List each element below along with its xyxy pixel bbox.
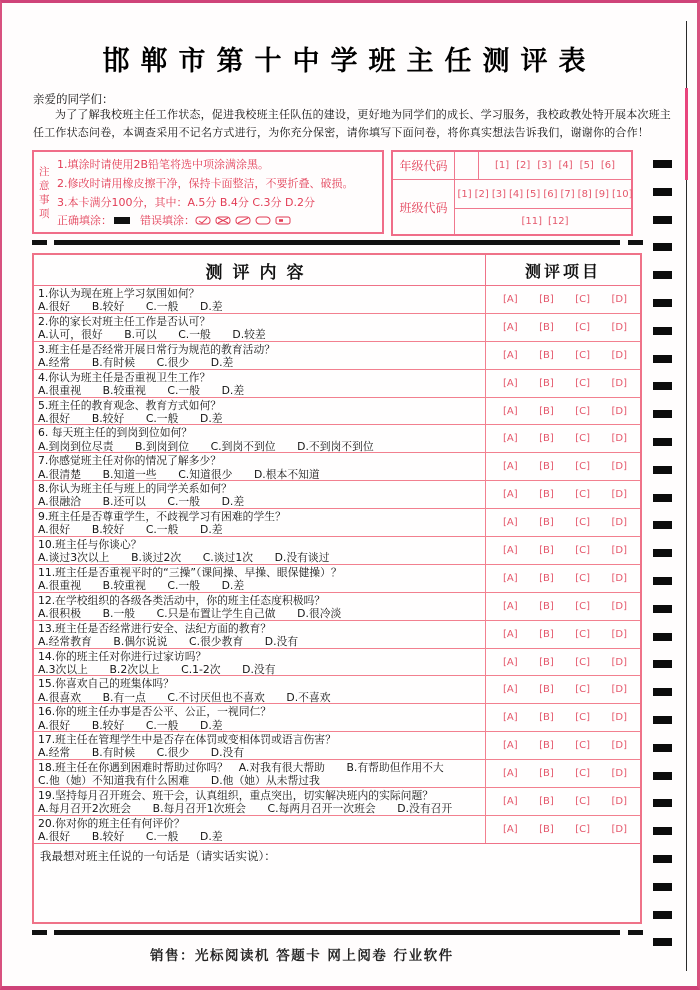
answer-bubble-D[interactable]: [D]	[611, 823, 627, 835]
question-18-line1: 18.班主任在你遇到困难时帮助过你吗？ A.对我有很大帮助 B.有帮助但作用不大	[38, 761, 444, 775]
answer-bubbles-12	[486, 593, 640, 620]
answer-bubbles-17	[486, 732, 640, 759]
comment-box[interactable]	[34, 844, 640, 922]
answer-bubble-A[interactable]: [A]	[503, 405, 518, 417]
answer-bubble-D[interactable]: [D]	[611, 768, 627, 780]
question-19-line2: A.每月召开2次班会 B.每月召开1次班会 C.每两月召开一次班会 D.没有召开	[38, 802, 453, 815]
question-4-line2: A.很重视 B.较重视 C.一般 D.差	[38, 383, 245, 397]
answer-bubbles-4	[486, 370, 640, 397]
question-rows	[34, 286, 640, 844]
question-6-line2: A.到岗到位尽责 B.到岗到位 C.到岗不到位 D.不到岗不到位	[38, 439, 374, 453]
question-16-line2: A.很好 B.较好 C.一般 D.差	[38, 718, 223, 732]
question-row-11	[34, 565, 640, 593]
notice-line-3: 3.本卡满分100分，其中：A.5分 B.4分 C.3分 D.2分	[57, 196, 315, 209]
answer-bubble-A[interactable]: [A]	[503, 349, 518, 361]
timing-mark	[653, 577, 672, 585]
class-bubble-6[interactable]: [6]	[543, 188, 558, 200]
answer-bubble-B[interactable]: [B]	[539, 684, 554, 696]
answer-bubble-C[interactable]: [C]	[575, 823, 591, 835]
question-8-line2: A.很融洽 B.还可以 C.一般 D.差	[38, 495, 245, 509]
question-7-line2: A.很清楚 B.知道一些 C.知道很少 D.根本不知道	[38, 467, 320, 481]
answer-bubble-D[interactable]: [D]	[611, 600, 627, 612]
answer-bubble-C[interactable]: [C]	[575, 684, 591, 696]
answer-bubble-A[interactable]: [A]	[503, 544, 518, 556]
question-13-line2: A.经常教育 B.偶尔说说 C.很少教育 D.没有	[38, 634, 299, 648]
answer-bubble-D[interactable]: [D]	[611, 572, 627, 584]
class-bubble-8[interactable]: [8]	[577, 188, 592, 200]
answer-bubble-A[interactable]: [A]	[503, 321, 518, 333]
answer-bubbles-9	[486, 509, 640, 536]
answer-bubble-B[interactable]: [B]	[539, 489, 554, 501]
answer-bubble-A[interactable]: [A]	[503, 712, 518, 724]
question-2-line2: A.认可，很好 B.可以 C.一般 D.较差	[38, 328, 266, 341]
answer-bubble-C[interactable]: [C]	[575, 740, 591, 752]
greeting-line: 亲爱的同学们：	[33, 92, 114, 106]
wrong-mark-slash-icon	[235, 216, 251, 225]
question-row-18	[34, 760, 640, 788]
answer-bubble-D[interactable]: [D]	[611, 349, 627, 361]
answer-bubble-B[interactable]: [B]	[539, 768, 554, 780]
answer-bubble-B[interactable]: [B]	[539, 349, 554, 361]
answer-bubble-C[interactable]: [C]	[575, 321, 591, 333]
question-15-line2: A.很喜欢 B.有一点 C.不讨厌但也不喜欢 D.不喜欢	[38, 690, 331, 704]
answer-bubbles-20	[486, 816, 640, 843]
answer-bubbles-8	[486, 481, 640, 508]
answer-bubble-C[interactable]: [C]	[575, 405, 591, 417]
question-14-line1: 14.你的班主任对你进行过家访吗？	[38, 649, 207, 663]
answer-bubbles-13	[486, 621, 640, 648]
question-row-3	[34, 342, 640, 370]
question-text-20	[34, 816, 486, 843]
answer-bubble-C[interactable]: [C]	[575, 544, 591, 556]
question-row-17	[34, 732, 640, 760]
question-row-7	[34, 453, 640, 481]
class-bubble-9[interactable]: [9]	[594, 188, 610, 200]
answer-bubbles-7	[486, 453, 640, 480]
timing-mark	[653, 744, 672, 752]
timing-mark	[653, 216, 672, 224]
timing-mark	[653, 660, 672, 668]
timing-mark	[653, 410, 672, 418]
timing-mark	[653, 799, 672, 807]
correct-fill-mark-icon	[114, 217, 130, 224]
answer-bubble-D[interactable]: [D]	[611, 712, 627, 724]
question-16-line1: 16.你的班主任办事是否公平、公正，一视同仁？	[38, 705, 272, 719]
question-row-5	[34, 398, 640, 426]
answer-bubble-A[interactable]: [A]	[503, 600, 518, 612]
answer-bubble-A[interactable]: [A]	[503, 433, 518, 445]
answer-bubble-D[interactable]: [D]	[611, 684, 627, 696]
wrong-mark-oval-icon	[255, 216, 271, 225]
answer-bubble-D[interactable]: [D]	[611, 544, 627, 556]
class-bubble-7[interactable]: [7]	[560, 188, 575, 200]
timing-mark	[653, 521, 672, 529]
timing-mark	[653, 605, 672, 613]
wrong-mark-cross-icon	[215, 216, 231, 225]
answer-bubble-A[interactable]: [A]	[503, 461, 518, 473]
question-row-16	[34, 704, 640, 732]
answer-bubble-C[interactable]: [C]	[575, 349, 591, 361]
answer-bubble-B[interactable]: [B]	[539, 433, 554, 445]
answer-bubble-A[interactable]: [A]	[503, 684, 518, 696]
answer-bubbles-5	[486, 398, 640, 425]
answer-bubble-C[interactable]: [C]	[575, 768, 591, 780]
question-11-line2: A.很重视 B.较重视 C.一般 D.差	[38, 579, 245, 592]
answer-bubbles-11	[486, 565, 640, 592]
question-1-line1: 1.你认为现在班上学习氛围如何？	[38, 287, 200, 300]
timing-mark	[653, 327, 672, 335]
footer-sales-text: 销售：光标阅读机 答题卡 网上阅卷 行业软件	[150, 948, 454, 964]
answer-bubbles-1	[486, 286, 640, 313]
question-text-4	[34, 370, 486, 397]
header-eval-items: 测评项目	[524, 261, 601, 281]
class-bubble-4[interactable]: [4]	[508, 188, 524, 200]
answer-bubble-D[interactable]: [D]	[611, 461, 627, 473]
answer-bubble-B[interactable]: [B]	[539, 656, 554, 668]
notice-side-label: 注意事项	[39, 166, 50, 220]
answer-bubble-D[interactable]: [D]	[611, 517, 627, 529]
question-row-4	[34, 370, 640, 398]
card-edge-line-pink-segment	[685, 88, 688, 180]
answer-bubble-A[interactable]: [A]	[503, 768, 518, 780]
answer-bubbles-2	[486, 314, 640, 341]
top-divider-line	[32, 240, 643, 245]
answer-bubble-D[interactable]: [D]	[611, 377, 627, 389]
question-2-line1: 2.你的家长对班主任工作是否认可？	[38, 314, 211, 328]
question-row-8	[34, 481, 640, 509]
timing-mark	[653, 466, 672, 474]
question-text-15	[34, 676, 486, 703]
question-20-line2: A.很好 B.较好 C.一般 D.差	[38, 830, 223, 843]
question-1-line2: A.很好 B.较好 C.一般 D.差	[38, 300, 223, 313]
timing-mark	[653, 438, 672, 446]
question-13-line1: 13.班主任是否经常进行安全、法纪方面的教育？	[38, 621, 272, 635]
timing-mark	[653, 549, 672, 557]
timing-mark	[653, 355, 672, 363]
timing-mark	[653, 688, 672, 696]
bottom-divider-line	[32, 930, 643, 935]
question-text-3	[34, 342, 486, 369]
fill-example-row	[57, 212, 295, 228]
question-row-2	[34, 314, 640, 342]
notice-box	[32, 150, 384, 234]
question-text-5	[34, 398, 486, 425]
codes-table	[391, 150, 633, 236]
question-8-line1: 8.你认为班主任与班上的同学关系如何？	[38, 482, 232, 496]
answer-bubble-D[interactable]: [D]	[611, 795, 627, 807]
answer-bubble-B[interactable]: [B]	[539, 321, 554, 333]
question-9-line2: A.很好 B.较好 C.一般 D.差	[38, 523, 223, 537]
timing-mark	[653, 494, 672, 502]
wrong-mark-dot-icon	[275, 216, 291, 225]
answer-bubble-A[interactable]: [A]	[503, 740, 518, 752]
answer-bubble-D[interactable]: [D]	[611, 628, 627, 640]
timing-mark	[653, 855, 672, 863]
question-text-19	[34, 788, 486, 815]
answer-bubble-C[interactable]: [C]	[575, 628, 591, 640]
answer-bubble-D[interactable]: [D]	[611, 489, 627, 501]
answer-bubble-C[interactable]: [C]	[575, 600, 591, 612]
answer-bubble-B[interactable]: [B]	[539, 293, 554, 305]
class-bubble-5[interactable]: [5]	[526, 188, 541, 200]
answer-bubble-B[interactable]: [B]	[539, 628, 554, 640]
question-3-line1: 3.班主任是否经常开展日常行为规范的教育活动？	[38, 342, 276, 356]
question-3-line2: A.经常 B.有时候 C.很少 D.差	[38, 355, 234, 369]
timing-mark	[653, 716, 672, 724]
question-text-8	[34, 481, 486, 508]
class-bubble-2[interactable]: [2]	[474, 188, 489, 200]
question-text-18	[34, 760, 486, 787]
grade-bubble-4[interactable]: [4]	[558, 160, 573, 171]
answer-bubble-B[interactable]: [B]	[539, 795, 554, 807]
answer-bubbles-6	[486, 425, 640, 452]
notice-line-2: 2.修改时请用橡皮擦干净，保持卡面整洁，不要折叠、破损。	[57, 177, 354, 190]
class-bubble-10[interactable]: [10]	[612, 188, 633, 200]
question-9-line1: 9.班主任是否尊重学生，不歧视学习有困难的学生？	[38, 510, 286, 524]
answer-bubble-B[interactable]: [B]	[539, 572, 554, 584]
comment-label: 我最想对班主任说的一句话是（请实话实说）：	[40, 848, 276, 863]
class-bubble-1[interactable]: [1]	[457, 188, 472, 200]
answer-bubble-D[interactable]: [D]	[611, 293, 627, 305]
answer-bubble-D[interactable]: [D]	[611, 405, 627, 417]
answer-bubble-A[interactable]: [A]	[503, 489, 518, 501]
question-14-line2: A.3次以上 B.2次以上 C.1-2次 D.没有	[38, 662, 276, 676]
answer-bubble-A[interactable]: [A]	[503, 795, 518, 807]
page-title: 邯郸市第十中学班主任测评表	[102, 46, 597, 77]
question-5-line1: 5.班主任的教育观念、教育方式如何？	[38, 398, 222, 412]
question-text-7	[34, 453, 486, 480]
answer-bubble-B[interactable]: [B]	[539, 712, 554, 724]
question-17-line1: 17.班主任在管理学生中是否存在体罚或变相体罚或语言伤害？	[38, 733, 336, 747]
class-code-bubbles-row2	[455, 209, 631, 234]
answer-bubbles-10	[486, 537, 640, 564]
answer-bubbles-3	[486, 342, 640, 369]
answer-bubble-C[interactable]: [C]	[575, 795, 591, 807]
question-row-1	[34, 286, 640, 314]
answer-bubbles-15	[486, 676, 640, 703]
answer-bubble-A[interactable]: [A]	[503, 823, 518, 835]
answer-bubble-C[interactable]: [C]	[575, 433, 591, 445]
timing-mark	[653, 188, 672, 196]
answer-bubble-B[interactable]: [B]	[539, 461, 554, 473]
question-12-line1: 12.在学校组织的各级各类活动中，你的班主任态度积极吗？	[38, 593, 326, 607]
class-bubble-b-2[interactable]: [12]	[548, 216, 569, 227]
answer-bubble-A[interactable]: [A]	[503, 517, 518, 529]
grade-bubble-1[interactable]: [1]	[494, 160, 510, 171]
question-10-line1: 10.班主任与你谈心？	[38, 538, 142, 552]
timing-mark	[653, 883, 672, 891]
answer-bubbles-14	[486, 649, 640, 676]
question-row-6	[34, 425, 640, 453]
timing-mark	[653, 827, 672, 835]
question-text-16	[34, 704, 486, 731]
answer-bubble-D[interactable]: [D]	[611, 656, 627, 668]
question-row-19	[34, 788, 640, 816]
timing-mark	[653, 911, 672, 919]
wrong-mark-check-icon	[195, 216, 211, 225]
intro-paragraph: 为了了解我校班主任工作状态，促进我校班主任队伍的建设，更好地为同学们的成长、学习服务，我校政教处特开展本次班主任工作状态问卷，本调查采用不记名方式进行，为你充分保密，请你填写下面问卷，将你真实想法告诉我们，谢谢你的合作！	[33, 108, 671, 139]
answer-bubble-C[interactable]: [C]	[575, 461, 591, 473]
question-text-1	[34, 286, 486, 313]
answer-bubble-A[interactable]: [A]	[503, 377, 518, 389]
answer-bubble-A[interactable]: [A]	[503, 293, 518, 305]
answer-bubble-B[interactable]: [B]	[539, 544, 554, 556]
answer-bubbles-16	[486, 704, 640, 731]
question-text-2	[34, 314, 486, 341]
question-11-line1: 11.班主任是否重视平时的“三操”（课间操、早操、眼保健操）？	[38, 565, 342, 579]
timing-mark	[653, 938, 672, 946]
grade-code-blank-cell	[455, 152, 479, 180]
question-text-17	[34, 732, 486, 759]
answer-bubble-B[interactable]: [B]	[539, 517, 554, 529]
grade-bubble-3[interactable]: [3]	[537, 160, 552, 171]
answer-bubbles-18	[486, 760, 640, 787]
answer-bubble-C[interactable]: [C]	[575, 572, 591, 584]
correct-fill-label: 正确填涂：	[57, 214, 112, 227]
evaluation-table	[32, 253, 642, 924]
answer-bubbles-19	[486, 788, 640, 815]
question-7-line1: 7.你感觉班主任对你的情况了解多少？	[38, 454, 222, 468]
answer-bubble-B[interactable]: [B]	[539, 740, 554, 752]
timing-mark	[653, 382, 672, 390]
answer-bubble-B[interactable]: [B]	[539, 600, 554, 612]
answer-bubble-B[interactable]: [B]	[539, 377, 554, 389]
question-20-line1: 20.你对你的班主任有何评价？	[38, 816, 185, 830]
answer-bubble-D[interactable]: [D]	[611, 321, 627, 333]
question-text-13	[34, 621, 486, 648]
answer-bubble-C[interactable]: [C]	[575, 517, 591, 529]
grade-bubble-2[interactable]: [2]	[516, 160, 531, 171]
question-row-13	[34, 621, 640, 649]
answer-bubble-B[interactable]: [B]	[539, 823, 554, 835]
question-row-10	[34, 537, 640, 565]
question-15-line1: 15.你喜欢自己的班集体吗？	[38, 677, 174, 691]
question-text-14	[34, 649, 486, 676]
timing-mark	[653, 243, 672, 251]
question-5-line2: A.很好 B.较好 C.一般 D.差	[38, 411, 223, 425]
timing-mark	[653, 633, 672, 641]
answer-bubble-C[interactable]: [C]	[575, 656, 591, 668]
question-17-line2: A.经常 B.有时候 C.很少 D.没有	[38, 746, 245, 760]
question-row-14	[34, 649, 640, 677]
answer-bubble-C[interactable]: [C]	[575, 489, 591, 501]
question-6-line1: 6. 每天班主任的到岗到位如何？	[38, 426, 193, 440]
notice-line-1: 1.填涂时请使用2B铅笔将选中项涂满涂黑。	[57, 158, 270, 171]
question-text-12	[34, 593, 486, 620]
question-18-line2: C.他（她）不知道我有什么困难 D.他（她）从未帮过我	[38, 774, 320, 788]
answer-bubble-A[interactable]: [A]	[503, 628, 518, 640]
class-bubble-b-1[interactable]: [11]	[521, 216, 542, 227]
question-row-15	[34, 676, 640, 704]
timing-mark	[653, 271, 672, 279]
question-4-line1: 4.你认为班主任是否重视卫生工作？	[38, 370, 211, 384]
question-row-20	[34, 816, 640, 844]
grade-bubble-5[interactable]: [5]	[579, 160, 594, 171]
grade-code-label: 年级代码	[393, 152, 455, 180]
question-19-line1: 19.坚持每月召开班会、班干会，认真组织，重点突出，切实解决班内的实际问题？	[38, 789, 434, 803]
question-text-6	[34, 425, 486, 452]
answer-bubble-D[interactable]: [D]	[611, 740, 627, 752]
answer-bubble-B[interactable]: [B]	[539, 405, 554, 417]
answer-bubble-C[interactable]: [C]	[575, 293, 591, 305]
question-row-12	[34, 593, 640, 621]
class-code-label: 班级代码	[393, 180, 455, 234]
table-header-row	[34, 255, 640, 286]
question-text-10	[34, 537, 486, 564]
class-bubble-3[interactable]: [3]	[491, 188, 506, 200]
grade-bubble-6[interactable]: [6]	[600, 160, 616, 171]
header-eval-content: 测评内容	[34, 255, 486, 285]
question-text-11	[34, 565, 486, 592]
question-text-9	[34, 509, 486, 536]
timing-mark	[653, 772, 672, 780]
question-10-line2: A.谈过3次以上 B.谈过2次 C.谈过1次 D.没有谈过	[38, 551, 330, 564]
class-code-bubbles-row1	[455, 180, 631, 209]
answer-bubble-D[interactable]: [D]	[611, 433, 627, 445]
answer-bubble-A[interactable]: [A]	[503, 572, 518, 584]
question-row-9	[34, 509, 640, 537]
wrong-fill-label: 错误填涂：	[140, 214, 195, 227]
answer-bubble-A[interactable]: [A]	[503, 656, 518, 668]
timing-mark	[653, 299, 672, 307]
timing-mark	[653, 160, 672, 168]
answer-bubble-C[interactable]: [C]	[575, 712, 591, 724]
question-12-line2: A.很积极 B.一般 C.只是布置让学生自己做 D.很冷淡	[38, 607, 342, 620]
answer-bubble-C[interactable]: [C]	[575, 377, 591, 389]
notice-lines	[57, 155, 382, 212]
grade-code-bubbles	[479, 152, 631, 180]
